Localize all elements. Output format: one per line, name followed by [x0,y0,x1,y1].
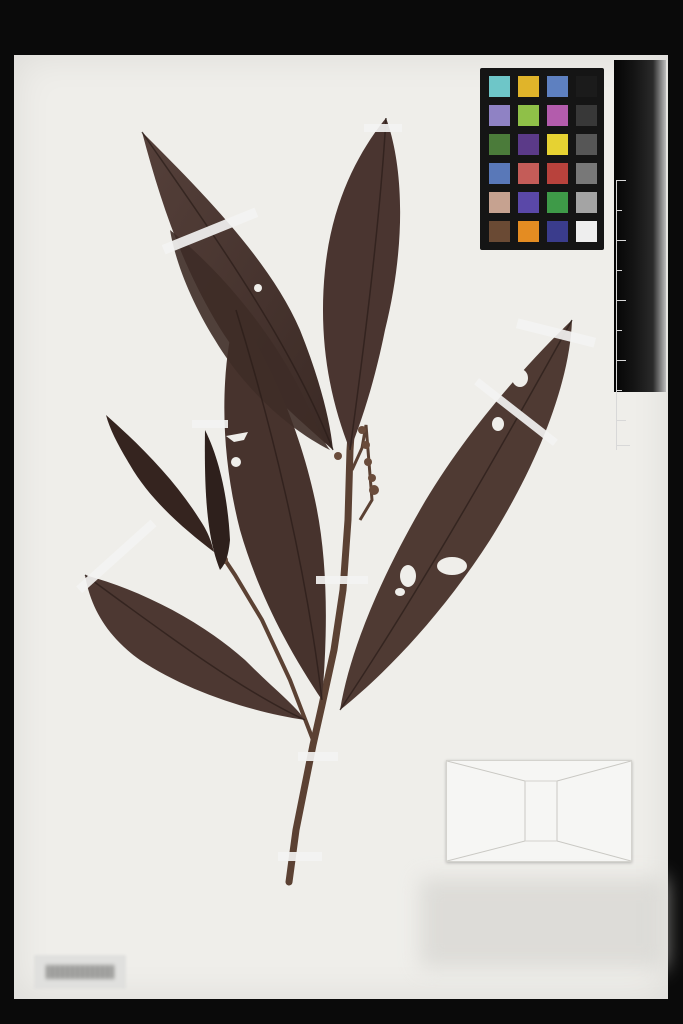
redacted-barcode-label [34,955,126,989]
leaf [106,415,214,552]
leaf [340,320,572,710]
redacted-label-area [420,878,665,968]
packet-fold-lines [447,761,631,861]
redacted-barcode [46,965,114,979]
leaf [205,430,230,570]
specimen-packet [446,760,632,862]
inflorescence [352,425,372,520]
leaf [323,118,400,450]
